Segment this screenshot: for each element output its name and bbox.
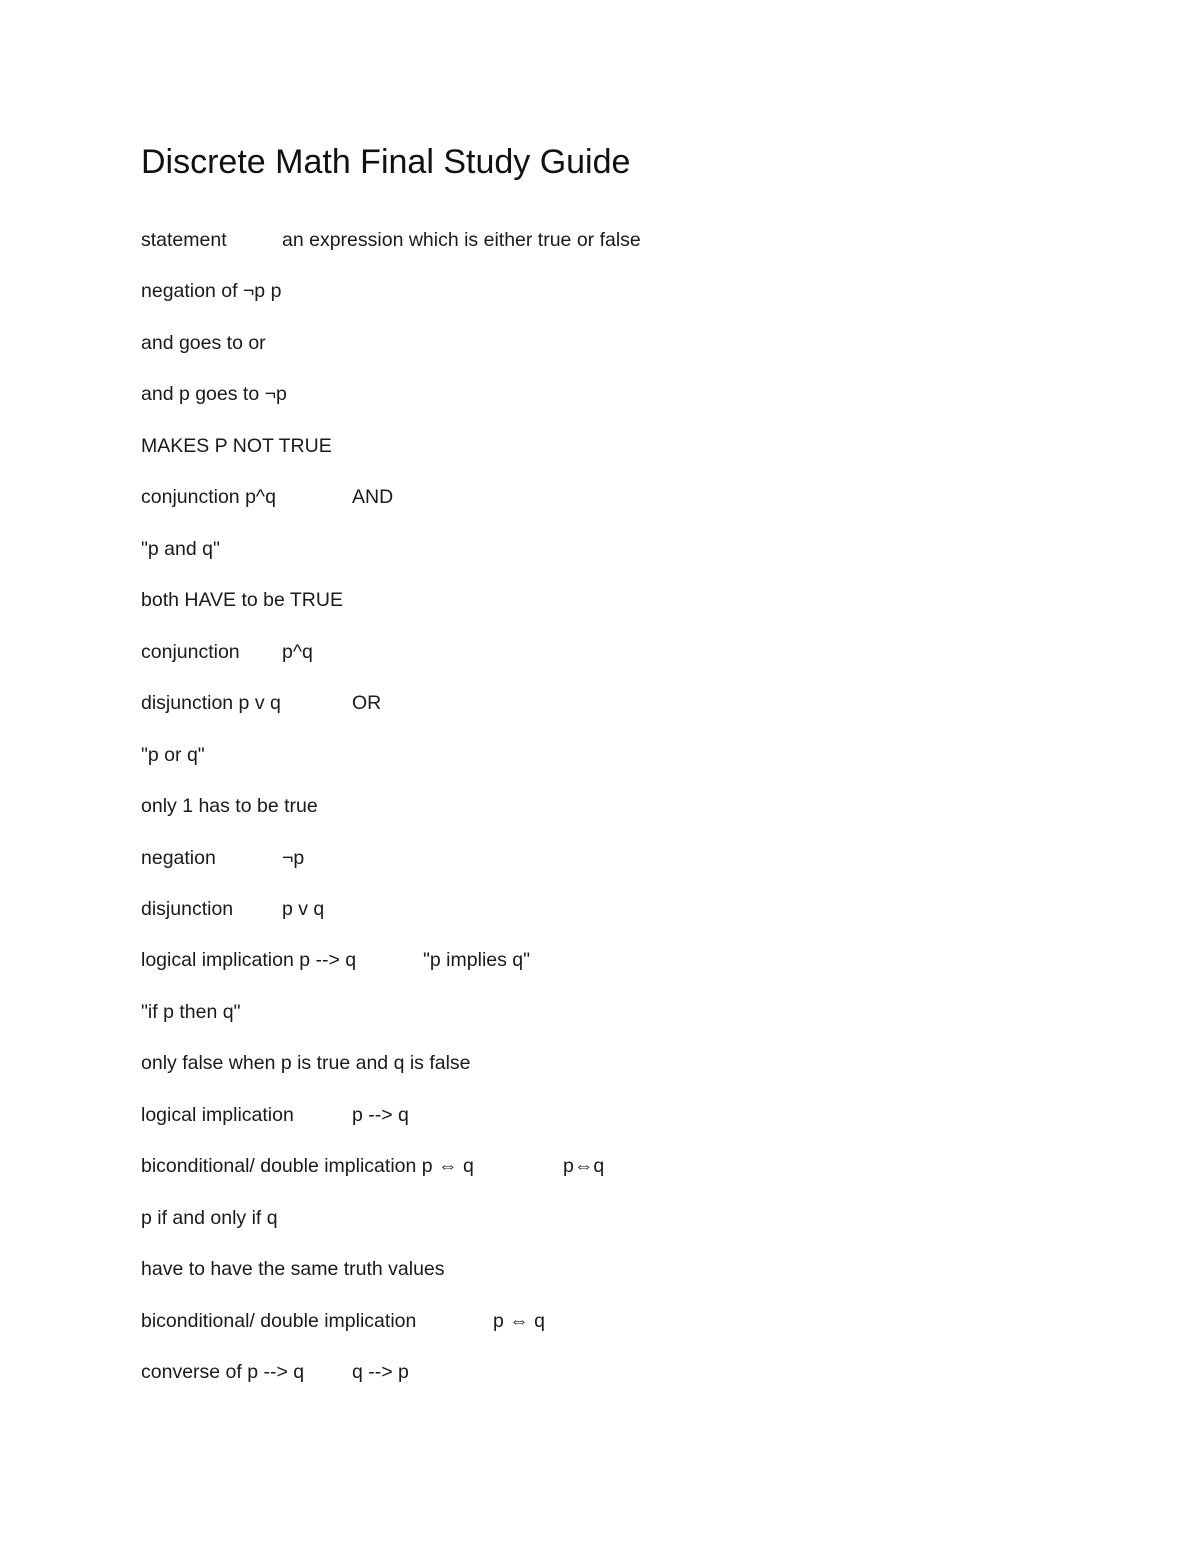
- text-line: [141, 484, 394, 510]
- text-line: [141, 1256, 445, 1282]
- text-line: [141, 999, 241, 1025]
- term: logical implication p --> q: [141, 949, 357, 971]
- definition: OR: [352, 692, 382, 714]
- definition: ¬p: [282, 847, 305, 869]
- term: and p goes to ¬p: [141, 383, 287, 405]
- term: converse of p --> q: [141, 1361, 305, 1383]
- term: disjunction p v q: [141, 692, 281, 714]
- term: p if and only if q: [141, 1207, 278, 1229]
- term: statement: [141, 229, 227, 251]
- definition: "p implies q": [423, 949, 531, 971]
- text-line: [141, 690, 382, 716]
- definition: q --> p: [352, 1361, 409, 1383]
- document-title: Discrete Math Final Study Guide: [141, 143, 631, 181]
- text-line: [141, 1050, 471, 1076]
- text-line: [141, 947, 531, 973]
- text-line: [141, 742, 205, 768]
- term: only 1 has to be true: [141, 795, 318, 817]
- text-line: [141, 793, 318, 819]
- text-line: [141, 278, 282, 304]
- text-line: [141, 639, 313, 665]
- term: have to have the same truth values: [141, 1258, 445, 1280]
- term: only false when p is true and q is false: [141, 1052, 471, 1074]
- definition: p ⇔ q: [493, 1310, 546, 1332]
- text-line: [141, 381, 287, 407]
- text-line: [141, 1359, 409, 1385]
- text-line: [141, 536, 220, 562]
- definition: p⇔q: [563, 1155, 605, 1177]
- term: "p or q": [141, 744, 205, 766]
- term: both HAVE to be TRUE: [141, 589, 343, 611]
- definition: p^q: [282, 641, 313, 663]
- term: "p and q": [141, 538, 220, 560]
- text-line: [141, 433, 332, 459]
- term: negation: [141, 847, 216, 869]
- term: biconditional/ double implication: [141, 1310, 417, 1332]
- term: disjunction: [141, 898, 234, 920]
- term: MAKES P NOT TRUE: [141, 435, 332, 457]
- definition: an expression which is either true or false: [282, 229, 641, 251]
- text-line: [141, 587, 343, 613]
- definition: AND: [352, 486, 394, 508]
- text-line: [141, 845, 305, 871]
- term: conjunction p^q: [141, 486, 276, 508]
- text-line: [141, 1153, 605, 1179]
- term: and goes to or: [141, 332, 266, 354]
- term: conjunction: [141, 641, 240, 663]
- term: logical implication: [141, 1104, 294, 1126]
- definition: p v q: [282, 898, 325, 920]
- text-line: [141, 896, 325, 922]
- definition: p --> q: [352, 1104, 409, 1126]
- text-line: [141, 330, 266, 356]
- text-line: [141, 1102, 409, 1128]
- text-line: [141, 227, 641, 253]
- term: "if p then q": [141, 1001, 241, 1023]
- term: biconditional/ double implication p ⇔ q: [141, 1155, 474, 1177]
- text-line: [141, 1308, 546, 1334]
- text-line: [141, 1205, 278, 1231]
- term: negation of ¬p p: [141, 280, 282, 302]
